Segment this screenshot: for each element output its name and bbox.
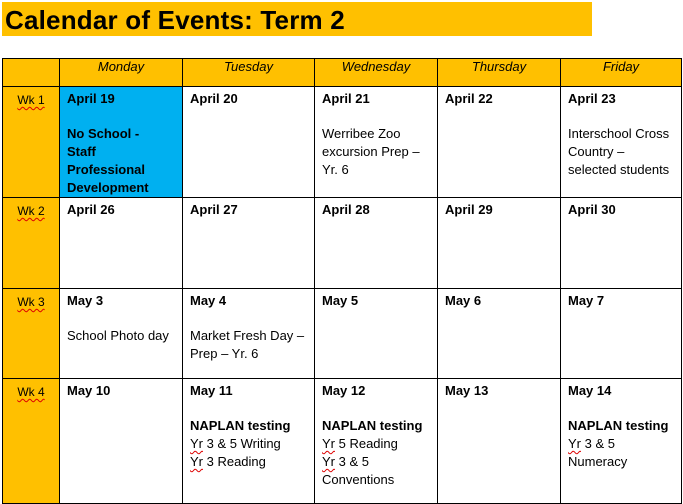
- date-label: April 22: [445, 91, 493, 106]
- day-cell-tuesday: [183, 289, 315, 379]
- day-cell-tuesday: [183, 87, 315, 198]
- date-label: May 4: [190, 293, 227, 308]
- day-header-wednesday: Wednesday: [315, 59, 438, 87]
- date-label: April 20: [190, 91, 238, 106]
- day-cell-monday: [60, 379, 183, 504]
- date-label: May 11: [190, 383, 233, 398]
- week-label: Wk 4: [17, 385, 45, 399]
- week-row: [3, 289, 682, 379]
- day-cell-thursday: [438, 87, 561, 198]
- event-line: Yr 3 & 5: [568, 436, 615, 451]
- date-label: May 7: [568, 293, 605, 308]
- day-header-thursday: Thursday: [438, 59, 561, 87]
- date-label: April 30: [568, 202, 616, 217]
- event-line: Yr 3 & 5 Writing: [190, 436, 281, 451]
- date-label: May 6: [445, 293, 482, 308]
- date-label: May 5: [322, 293, 359, 308]
- date-label: April 19: [67, 91, 115, 106]
- day-cell-thursday: [438, 379, 561, 504]
- spellcheck-word: Yr: [322, 454, 335, 469]
- day-cell-thursday: [438, 289, 561, 379]
- week-label: Wk 1: [17, 93, 45, 107]
- day-cell-wednesday: [315, 87, 438, 198]
- event-line: Yr 5 Reading: [322, 436, 398, 451]
- day-cell-monday: [60, 289, 183, 379]
- date-label: April 28: [322, 202, 370, 217]
- week-label-cell: [3, 289, 60, 379]
- day-cell-thursday: [438, 198, 561, 289]
- header-row: [3, 59, 682, 87]
- event-line: Interschool Cross: [568, 126, 670, 141]
- week-label: Wk 3: [17, 295, 45, 309]
- date-label: April 21: [322, 91, 370, 106]
- event-line: Staff Professional: [67, 144, 146, 177]
- event-line: No School -: [67, 126, 140, 141]
- date-label: May 13: [445, 383, 489, 398]
- corner-cell: [3, 59, 60, 87]
- event-line: Werribee Zoo: [322, 126, 401, 141]
- event-heading: NAPLAN testing: [322, 418, 423, 433]
- day-cell-friday: [561, 87, 682, 198]
- day-header-monday: Monday: [60, 59, 183, 87]
- week-label: Wk 2: [17, 204, 45, 218]
- event-heading: NAPLAN testing: [190, 418, 291, 433]
- spellcheck-word: Yr: [322, 436, 335, 451]
- day-cell-wednesday: [315, 379, 438, 504]
- event-line: Market Fresh Day –: [190, 328, 305, 343]
- event-line: selected students: [568, 162, 670, 177]
- date-label: April 26: [67, 202, 115, 217]
- week-label-cell: [3, 87, 60, 198]
- day-cell-monday: [60, 198, 183, 289]
- event-line: Conventions: [322, 472, 395, 487]
- event-line: Yr. 6: [322, 162, 349, 177]
- day-cell-wednesday: [315, 198, 438, 289]
- week-row: [3, 198, 682, 289]
- event-line: Country –: [568, 144, 625, 159]
- date-label: May 3: [67, 293, 104, 308]
- calendar-table: [2, 58, 682, 504]
- event-line: excursion Prep –: [322, 144, 420, 159]
- day-cell-wednesday: [315, 289, 438, 379]
- spellcheck-word: Yr: [190, 436, 203, 451]
- day-cell-friday: [561, 379, 682, 504]
- day-cell-friday: [561, 198, 682, 289]
- date-label: April 29: [445, 202, 493, 217]
- day-cell-tuesday: [183, 198, 315, 289]
- event-line: Prep – Yr. 6: [190, 346, 259, 361]
- page-title: Calendar of Events: Term 2: [5, 5, 345, 35]
- day-cell-friday: [561, 289, 682, 379]
- date-label: May 10: [67, 383, 111, 398]
- day-header-tuesday: Tuesday: [183, 59, 315, 87]
- event-heading: NAPLAN testing: [568, 418, 669, 433]
- week-label-cell: [3, 198, 60, 289]
- day-cell-tuesday: [183, 379, 315, 504]
- date-label: May 14: [568, 383, 612, 398]
- event-line: School Photo day: [67, 328, 169, 343]
- date-label: May 12: [322, 383, 366, 398]
- day-cell-monday: [60, 87, 183, 198]
- event-line: Numeracy: [568, 454, 628, 469]
- day-header-friday: Friday: [561, 59, 682, 87]
- spellcheck-word: Yr: [568, 436, 581, 451]
- event-line: Development: [67, 180, 149, 195]
- title-bar: [2, 2, 592, 36]
- event-line: Yr 3 & 5: [322, 454, 369, 469]
- date-label: April 23: [568, 91, 616, 106]
- week-row: [3, 379, 682, 504]
- spellcheck-word: Yr: [190, 454, 203, 469]
- week-label-cell: [3, 379, 60, 504]
- event-line: Yr 3 Reading: [190, 454, 266, 469]
- week-row: [3, 87, 682, 198]
- date-label: April 27: [190, 202, 238, 217]
